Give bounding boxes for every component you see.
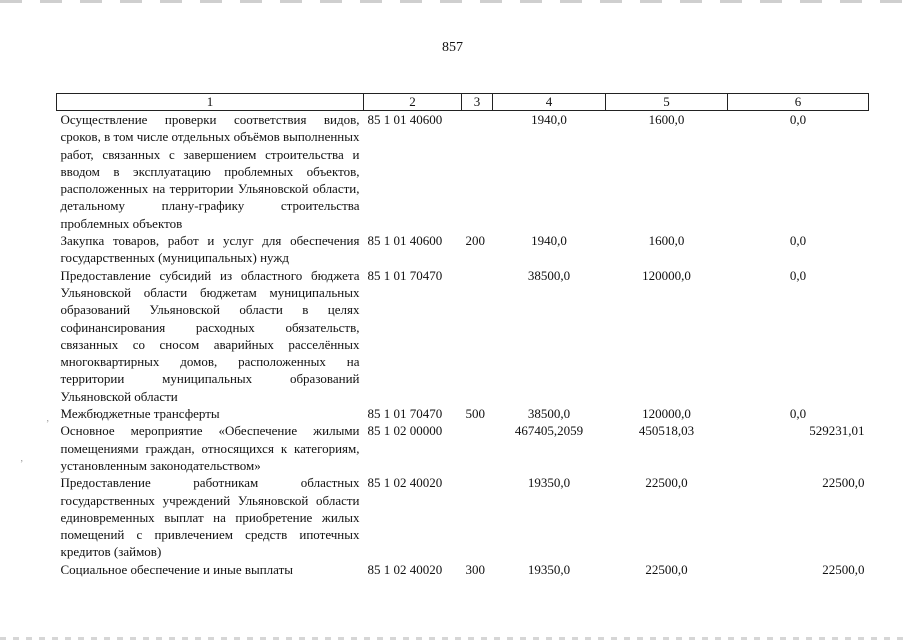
table-row	[57, 405, 869, 422]
row-target-code: 85 1 02 40020	[367, 561, 443, 577]
row-amount-col5: 1600,0	[648, 112, 685, 127]
row-expense-type	[462, 111, 493, 233]
column-header-2: 2	[364, 94, 462, 111]
row-amount-col6: 22500,0	[822, 561, 865, 577]
row-description: Межбюджетные трансферты	[60, 406, 220, 422]
table-row	[57, 232, 869, 267]
row-description: Предоставление субсидий из областного бюджета Ульяновской области бюджетам муниципальных образований Ульяновской области в целях софинансирования расходных обязательств, связанных со сносом аварийных расселённых многоквартирных домов, расположенных на территории муниципальных образований Ульяновской области	[60, 267, 360, 404]
row-target-code: 85 1 02 40020	[367, 475, 443, 491]
table-row	[57, 474, 869, 560]
row-description: Социальное обеспечение и иные выплаты	[60, 561, 294, 577]
row-amount-col6: 0,0	[789, 267, 807, 283]
row-expense-type	[462, 267, 493, 405]
table-header-row	[57, 94, 869, 111]
row-amount-col5: 120000,0	[642, 406, 691, 422]
row-amount-col4: 38500,0	[527, 406, 571, 422]
row-description: Предоставление работникам областных государственных учреждений Ульяновской области единовременных выплат на приобретение жилых помещений с привлечением средств ипотечных кредитов (займов)	[60, 475, 360, 560]
row-amount-col5: 1600,0	[648, 233, 685, 249]
row-amount-col4: 19350,0	[527, 475, 571, 491]
scan-edge-top	[0, 0, 905, 3]
column-header-5: 5	[606, 94, 728, 111]
column-header-4: 4	[493, 94, 606, 111]
column-header-3: 3	[462, 94, 493, 111]
scan-speck: ’	[46, 419, 50, 430]
row-amount-col4: 1940,0	[531, 233, 567, 249]
row-amount-col5: 22500,0	[645, 475, 688, 491]
row-amount-col5: 450518,03	[638, 423, 695, 439]
row-target-code: 85 1 01 70470	[367, 267, 443, 283]
row-description: Осуществление проверки соответствия видов, сроков, в том числе отдельных объёмов выполненных работ, связанных с завершением строительства и вводом в эксплуатацию проблемных объектов, расположенных на территории Ульяновской области, детальному плану-графику строительства проблемных объектов	[60, 112, 360, 231]
row-expense-type: 200	[465, 233, 485, 249]
row-target-code: 85 1 01 70470	[367, 406, 443, 422]
table-row	[57, 111, 869, 233]
row-amount-col6: 529231,01	[809, 423, 865, 439]
row-target-code: 85 1 01 40600	[367, 112, 443, 127]
row-amount-col4: 467405,2059	[514, 423, 584, 439]
page-number: 857	[442, 40, 463, 55]
row-amount-col6: 22500,0	[822, 475, 865, 491]
row-description: Основное мероприятие «Обеспечение жилыми помещениями граждан, относящихся к категориям, установленным законодательством»	[60, 423, 360, 473]
column-header-1: 1	[57, 94, 364, 111]
row-target-code: 85 1 02 00000	[367, 423, 443, 439]
row-amount-col4: 19350,0	[527, 561, 571, 577]
table-row	[57, 267, 869, 405]
row-amount-col6: 0,0	[789, 406, 807, 422]
row-description: Закупка товаров, работ и услуг для обеспечения государственных (муниципальных) нужд	[60, 233, 360, 266]
row-amount-col6: 0,0	[789, 233, 807, 249]
table-row	[57, 422, 869, 474]
budget-table	[56, 93, 869, 578]
row-target-code: 85 1 01 40600	[367, 233, 443, 249]
row-expense-type	[462, 474, 493, 560]
row-expense-type: 500	[465, 406, 485, 422]
row-expense-type: 300	[465, 561, 485, 577]
column-header-6: 6	[728, 94, 869, 111]
row-amount-col6: 0,0	[789, 112, 807, 127]
row-amount-col5: 22500,0	[645, 561, 688, 577]
row-amount-col5: 120000,0	[642, 267, 691, 283]
row-amount-col4: 38500,0	[527, 267, 571, 283]
table-row	[57, 561, 869, 578]
row-amount-col4: 1940,0	[531, 112, 567, 127]
row-expense-type	[462, 422, 493, 474]
scan-speck: ‚	[20, 453, 24, 464]
